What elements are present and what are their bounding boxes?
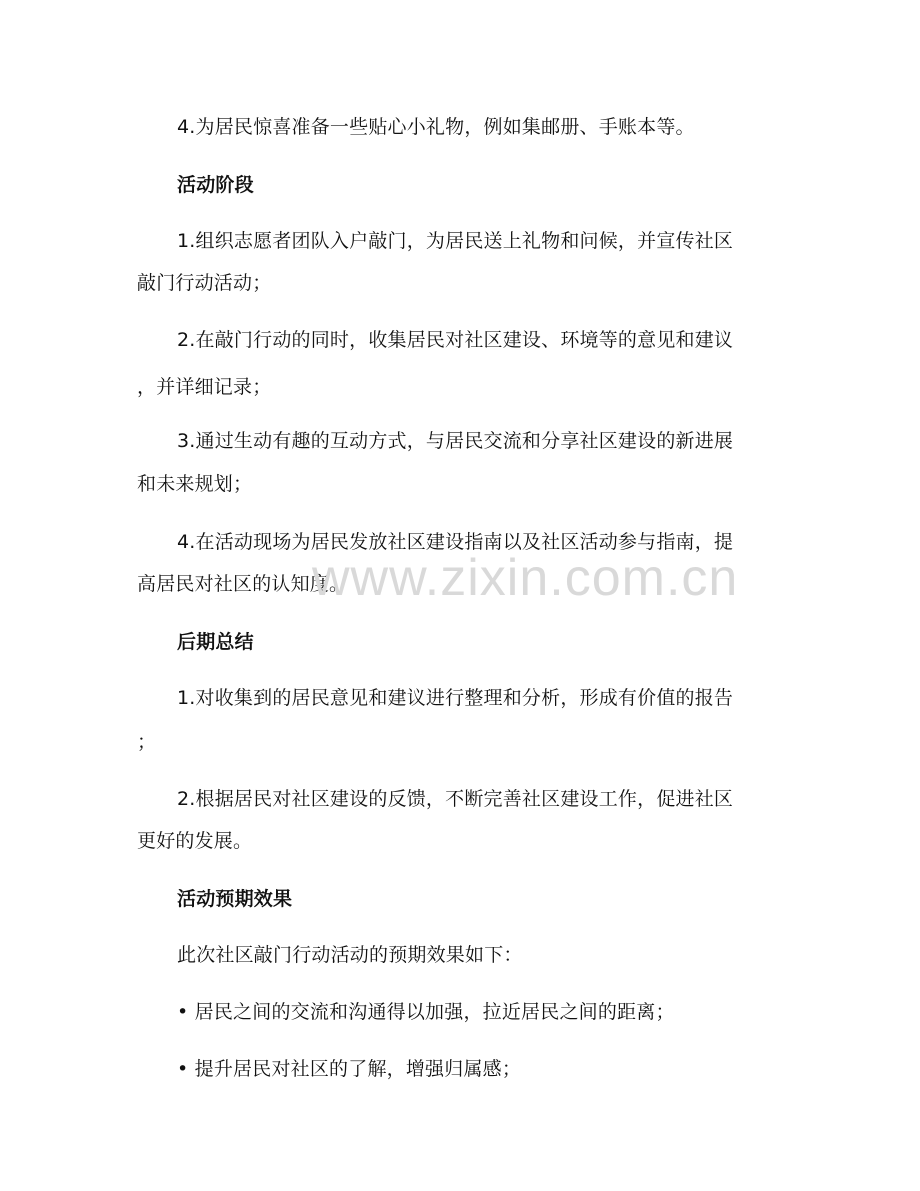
effect-bullet-1: • 居民之间的交流和沟通得以加强，拉近居民之间的距离； <box>177 1001 675 1023</box>
summary-item-2-line-1: 2.根据居民对社区建设的反馈，不断完善社区建设工作，促进社区 <box>177 788 734 810</box>
heading-expected-effect: 活动预期效果 <box>177 888 293 910</box>
activity-item-4-line-1: 4.在活动现场为居民发放社区建设指南以及社区活动参与指南，提 <box>177 531 734 553</box>
activity-item-2-line-1: 2.在敲门行动的同时，收集居民对社区建设、环境等的意见和建议 <box>177 329 734 351</box>
activity-item-2-line-2: ，并详细记录； <box>137 376 272 398</box>
watermark: www.zixin.com.cn <box>312 549 739 607</box>
activity-item-3-line-1: 3.通过生动有趣的互动方式，与居民交流和分享社区建设的新进展 <box>177 430 734 452</box>
activity-item-3-line-2: 和未来规划； <box>137 473 253 495</box>
heading-activity-stage: 活动阶段 <box>177 174 254 196</box>
activity-item-4-line-2: 高居民对社区的认知度。 <box>137 573 349 595</box>
effect-bullet-2: • 提升居民对社区的了解，增强归属感； <box>177 1058 522 1080</box>
summary-item-2-line-2: 更好的发展。 <box>137 830 253 852</box>
prep-item-4: 4.为居民惊喜准备一些贴心小礼物，例如集邮册、手账本等。 <box>177 116 695 138</box>
activity-item-1-line-2: 敲门行动活动； <box>137 272 272 294</box>
heading-later-summary: 后期总结 <box>177 631 254 653</box>
effect-intro: 此次社区敲门行动活动的预期效果如下： <box>177 944 523 966</box>
activity-item-1-line-1: 1.组织志愿者团队入户敲门，为居民送上礼物和问候，并宣传社区 <box>177 230 734 252</box>
summary-item-1-line-2: ； <box>137 731 157 753</box>
summary-item-1-line-1: 1.对收集到的居民意见和建议进行整理和分析，形成有价值的报告 <box>177 687 734 709</box>
